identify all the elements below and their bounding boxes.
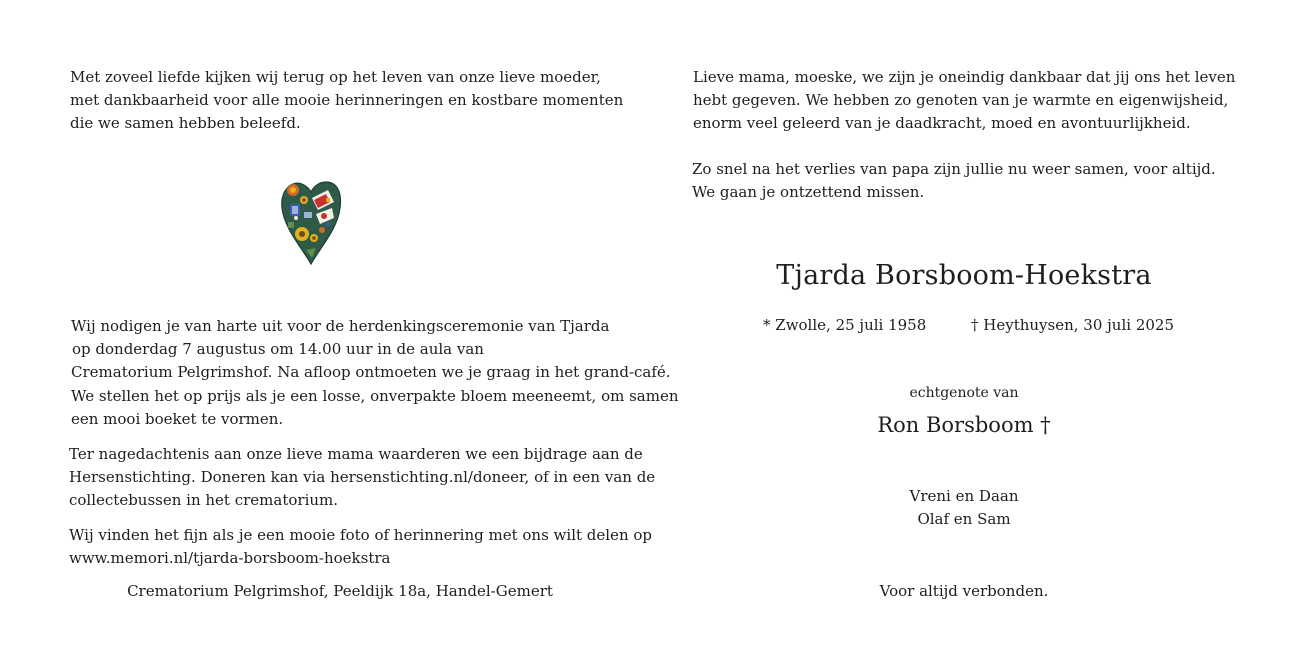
farewell-line: We gaan je ontzettend missen. <box>692 183 925 202</box>
spouse-label: echtgenote van <box>909 385 1019 401</box>
right-panel <box>650 0 1299 669</box>
message-line: Lieve mama, moeske, we zijn je oneindig dankbaar dat jij ons het leven <box>693 68 1236 86</box>
spouse-name: Ron Borsboom † <box>877 413 1051 437</box>
mosaic-heart-icon <box>278 178 344 268</box>
closing-line: Voor altijd verbonden. <box>879 582 1049 600</box>
message-line: hebt gegeven. We hebben zo genoten van je warmte en eigenwijsheid, <box>693 91 1229 110</box>
photo-sharing-paragraph <box>69 524 652 570</box>
children-list <box>650 485 1278 531</box>
invitation-line: op donderdag 7 augustus om 14.00 uur in de aula van <box>72 340 484 359</box>
children-line: Vreni en Daan <box>909 487 1019 505</box>
invitation-line: Crematorium Pelgrimshof. Na afloop ontmoeten we je graag in het grand-café. <box>71 363 671 382</box>
photo-sharing-line: Wij vinden het fijn als je een mooie foto of herinnering met ons wilt delen op <box>69 526 653 544</box>
invitation-paragraph <box>71 315 679 431</box>
birth-details: * Zwolle, 25 juli 1958 <box>763 316 927 334</box>
children-line: Olaf en Sam <box>917 510 1011 528</box>
invitation-line: een mooi boeket te vormen. <box>71 409 284 428</box>
farewell-paragraph <box>692 158 1216 204</box>
invitation-line: We stellen het op prijs als je een losse, onverpakte bloem meeneemt, om samen <box>71 386 679 405</box>
crematorium-address: Crematorium Pelgrimshof, Peeldijk 18a, Handel-Gemert <box>127 582 553 600</box>
intro-line: Met zoveel liefde kijken wij terug op het leven van onze lieve moeder, <box>70 68 601 86</box>
farewell-line: Zo snel na het verlies van papa zijn jullie nu weer samen, voor altijd. <box>692 160 1216 178</box>
intro-line: met dankbaarheid voor alle mooie herinneringen en kostbare momenten <box>70 91 624 110</box>
message-paragraph <box>693 66 1235 136</box>
donation-line: Ter nagedachtenis aan onze lieve mama waarderen we een bijdrage aan de <box>69 445 643 463</box>
donation-paragraph <box>69 443 655 513</box>
intro-paragraph <box>70 66 623 136</box>
deceased-name: Tjarda Borsboom-Hoekstra <box>776 260 1152 291</box>
death-details: † Heythuysen, 30 juli 2025 <box>971 316 1174 334</box>
donation-line: collectebussen in het crematorium. <box>69 491 339 510</box>
message-line: enorm veel geleerd van je daadkracht, moed en avontuurlijkheid. <box>693 114 1191 133</box>
invitation-line: Wij nodigen je van harte uit voor de herdenkingsceremonie van Tjarda <box>71 317 610 335</box>
memori-link[interactable]: www.memori.nl/tjarda-borsboom-hoekstra <box>69 549 391 568</box>
donation-line: Hersenstichting. Doneren kan via hersenstichting.nl/doneer, of in een van de <box>69 468 656 487</box>
intro-line: die we samen hebben beleefd. <box>70 114 301 133</box>
